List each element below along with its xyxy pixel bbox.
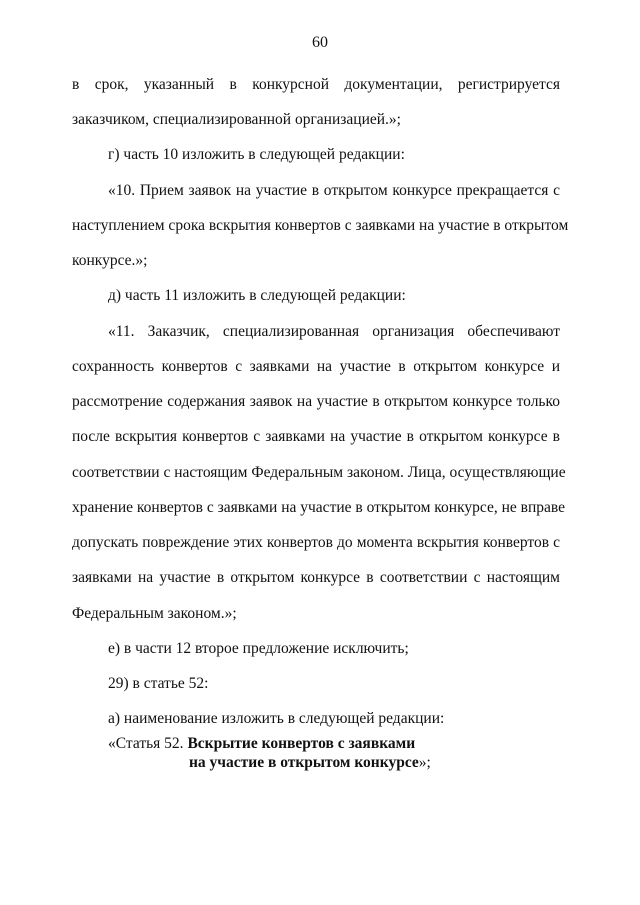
article-heading-title: на участие в открытом конкурсе bbox=[189, 754, 419, 771]
article-heading-suffix: »; bbox=[418, 754, 431, 771]
text-line: е) в части 12 второе предложение исключить; bbox=[108, 640, 409, 657]
text-line: соответствии с настоящим Федеральным законом. Лица, осуществляющие bbox=[72, 464, 566, 481]
text-line: заявками на участие в открытом конкурсе в соответствии с настоящим bbox=[72, 569, 560, 586]
article-heading-title: Вскрытие конвертов с заявками bbox=[187, 735, 416, 752]
text-line: допускать повреждение этих конвертов до момента вскрытия конвертов с bbox=[72, 534, 560, 551]
text-line: г) часть 10 изложить в следующей редакции: bbox=[108, 146, 405, 163]
text-line: 29) в статье 52: bbox=[108, 675, 209, 692]
text-line: Федеральным законом.»; bbox=[72, 605, 237, 622]
text-line: хранение конвертов с заявками на участие в открытом конкурсе, не вправе bbox=[72, 499, 566, 516]
text-line: рассмотрение содержания заявок на участие в открытом конкурсе только bbox=[72, 393, 560, 410]
text-line: сохранность конвертов с заявками на участие в открытом конкурсе и bbox=[72, 358, 560, 375]
article-heading bbox=[108, 734, 415, 754]
article-heading-continued bbox=[189, 753, 431, 773]
article-heading-prefix: «Статья 52. bbox=[108, 735, 188, 752]
text-line: после вскрытия конвертов с заявками на участие в открытом конкурсе в bbox=[72, 428, 560, 445]
text-line: а) наименование изложить в следующей редакции: bbox=[108, 710, 445, 727]
text-line: в срок, указанный в конкурсной документации, регистрируется bbox=[72, 76, 560, 93]
page-number: 60 bbox=[312, 34, 328, 51]
text-line: «11. Заказчик, специализированная организация обеспечивают bbox=[108, 323, 560, 340]
text-line: заказчиком, специализированной организацией.»; bbox=[72, 111, 401, 128]
text-line: д) часть 11 изложить в следующей редакции: bbox=[108, 287, 406, 304]
text-line: наступлением срока вскрытия конвертов с заявками на участие в открытом bbox=[72, 217, 569, 234]
text-line: конкурсе.»; bbox=[72, 252, 148, 269]
text-line: «10. Прием заявок на участие в открытом конкурсе прекращается с bbox=[108, 182, 560, 199]
